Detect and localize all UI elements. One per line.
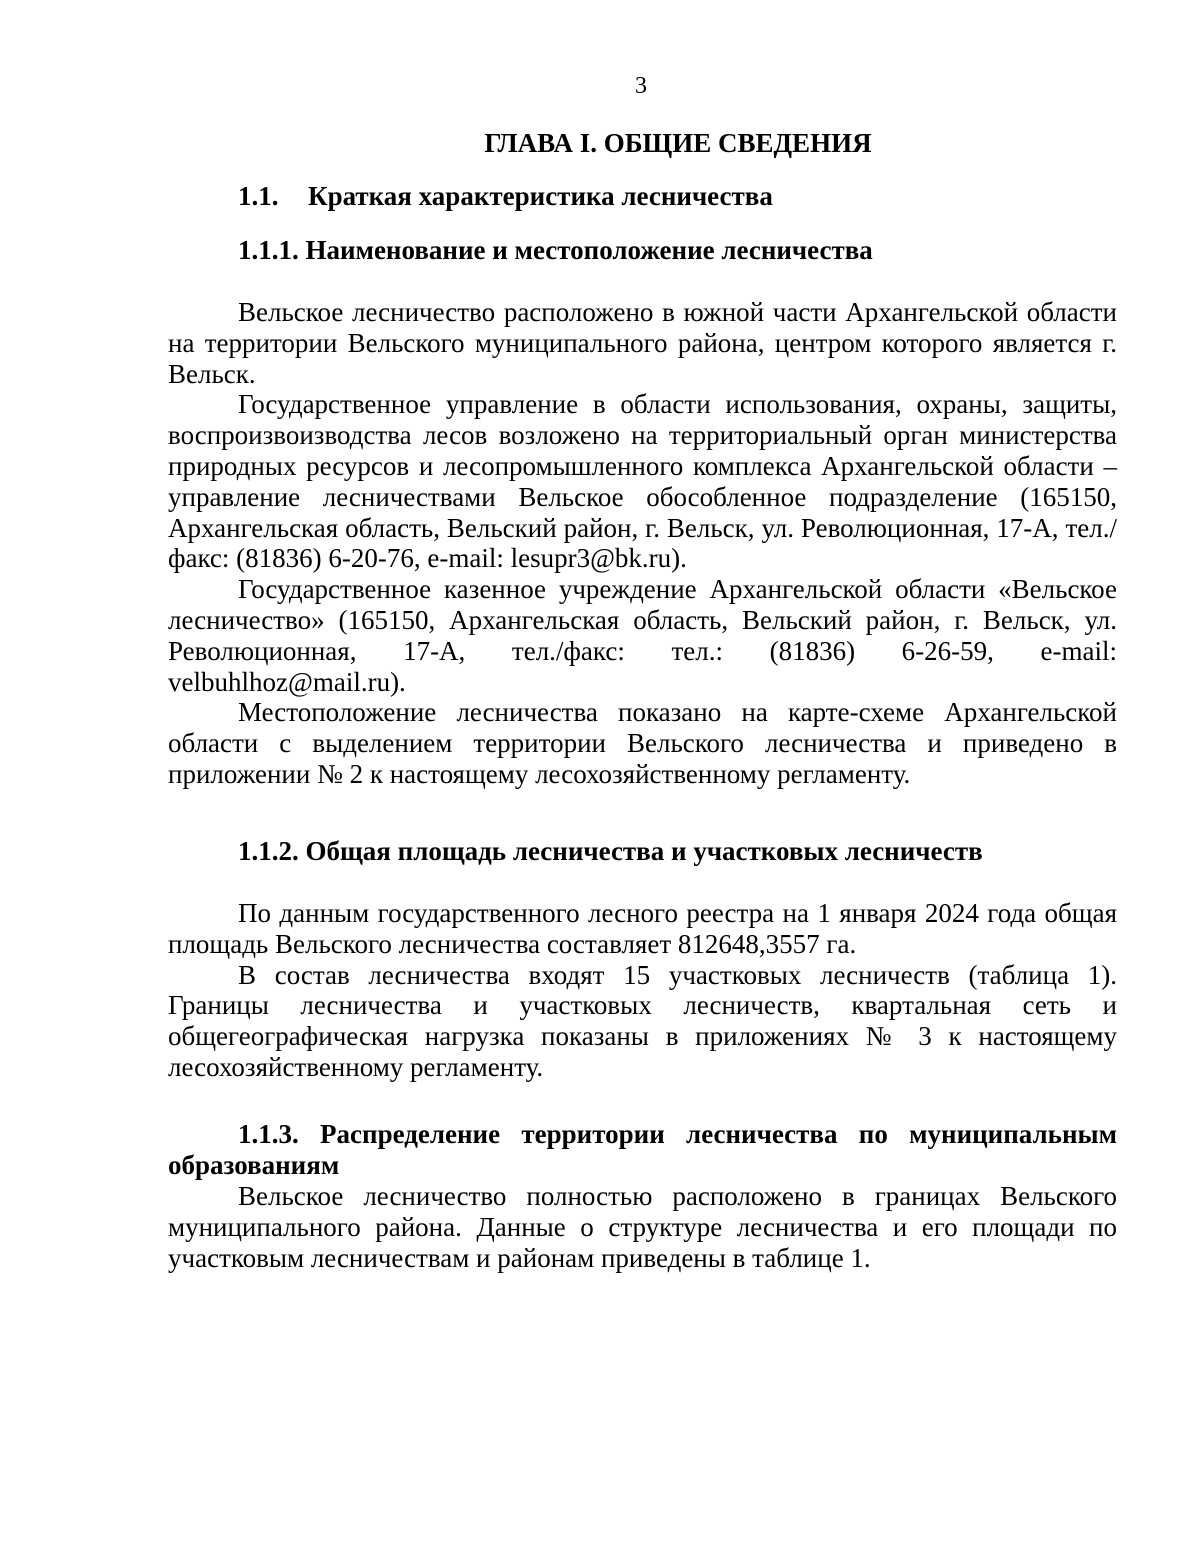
section-1-1-3-body: [168, 1181, 1117, 1273]
paragraph: Вельское лесничество расположено в южной части Архангельской области на территории Вельского муниципального района, центром которого является г. Вельск.: [168, 297, 1117, 389]
paragraph: По данным государственного лесного реестра на 1 января 2024 года общая площадь Вельского лесничества составляет 812648,3557 га.: [168, 898, 1117, 959]
section-1-1-2-body: [168, 898, 1117, 1083]
section-1-1-heading: [238, 180, 773, 212]
chapter-title: ГЛАВА I. ОБЩИЕ СВЕДЕНИЯ: [484, 128, 872, 158]
page-number: 3: [635, 73, 647, 99]
paragraph: Государственное казенное учреждение Архангельской области «Вельское лесничество» (165150, Архангельская область, Вельский район, г. Вельск, ул. Революционная, 17-А, тел./факс: тел.: (81836) 6-26-59, e-mail: velbuhlhoz@mail.ru).: [168, 574, 1117, 697]
paragraph: В состав лесничества входят 15 участковых лесничеств (таблица 1). Границы лесничества и участковых лесничеств, квартальная сеть и общегеографическая нагрузка показаны в приложениях № 3 к настоящему лесохозяйственному регламенту.: [168, 959, 1117, 1082]
section-1-1-1-body: [168, 297, 1117, 790]
section-1-1-3-heading: 1.1.3. Распределение территории лесничества по муниципальным образованиям: [168, 1119, 1117, 1180]
section-1-1-1-heading: 1.1.1. Наименование и местоположение лесничества: [238, 235, 873, 265]
section-1-1-title: Краткая характеристика лесничества: [308, 181, 773, 211]
paragraph: Местоположение лесничества показано на карте-схеме Архангельской области с выделением территории Вельского лесничества и приведено в приложении № 2 к настоящему лесохозяйственному регламенту.: [168, 697, 1117, 789]
paragraph: Вельское лесничество полностью расположено в границах Вельского муниципального района. Данные о структуре лесничества и его площади по участковым лесничествам и районам приведены в таблице 1.: [168, 1181, 1117, 1273]
section-1-1-2-heading: 1.1.2. Общая площадь лесничества и участковых лесничеств: [238, 836, 983, 866]
paragraph: Государственное управление в области использования, охраны, защиты, воспроизвоизводства лесов возложено на территориальный орган министерства природных ресурсов и лесопромышленного комплекса Архангельской области – управление лесничествами Вельское обособленное подразделение (165150, Архангельская область, Вельский район, г. Вельск, ул. Революционная, 17-А, тел./факс: (81836) 6-20-76, e-mail: lesupr3@bk.ru).: [168, 389, 1117, 574]
section-1-1-number: 1.1.: [238, 181, 279, 211]
